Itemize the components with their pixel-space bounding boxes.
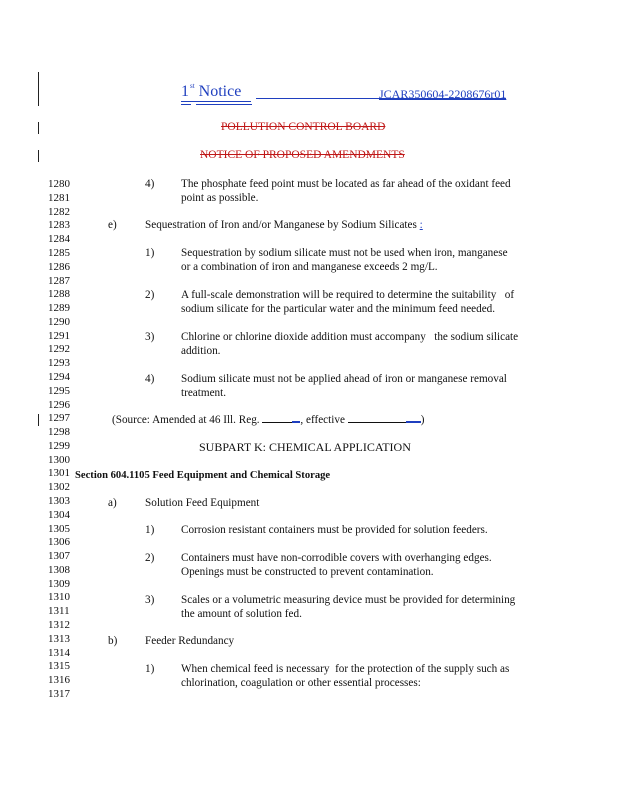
- line-number: 1282: [48, 205, 70, 218]
- subsection-heading: Feeder Redundancy: [145, 635, 235, 647]
- document-id: JCAR350604-2208676r01: [379, 87, 507, 101]
- line-number: 1299: [48, 439, 70, 452]
- item-letter: b): [108, 635, 118, 647]
- body-text: Containers must have non-corrodible covers with overhanging edges.: [181, 552, 492, 564]
- notice-double-underline: [196, 104, 252, 105]
- line-number: 1293: [48, 357, 70, 370]
- item-number: 1): [145, 247, 155, 259]
- line-number: 1289: [48, 302, 70, 314]
- line-number: 1317: [48, 687, 70, 700]
- item-number: 3): [145, 331, 155, 343]
- change-bar: [38, 122, 39, 134]
- line-number: 1301: [48, 467, 70, 480]
- line-number: 1304: [48, 508, 70, 521]
- line-number: 1290: [48, 315, 70, 328]
- line-number: 1285: [48, 246, 70, 259]
- line-number: 1316: [48, 674, 70, 687]
- body-text: When chemical feed is necessary for the protection of the supply such as: [181, 663, 510, 675]
- source-note: [112, 414, 424, 427]
- item-number: 2): [145, 552, 155, 564]
- inserted-colon: :: [419, 219, 423, 231]
- line-number: 1310: [48, 591, 70, 604]
- line-number: 1281: [48, 191, 70, 204]
- notice-superscript: st: [190, 82, 195, 90]
- item-number: 3): [145, 594, 155, 606]
- change-bar: [38, 150, 39, 162]
- line-number: 1314: [48, 646, 70, 659]
- board-name: POLLUTION CONTROL BOARD: [221, 121, 386, 133]
- line-number: 1312: [48, 619, 70, 631]
- body-text: The phosphate feed point must be located as far ahead of the oxidant feed: [181, 178, 511, 190]
- line-number: 1305: [48, 522, 70, 535]
- body-text: the amount of solution fed.: [181, 608, 302, 620]
- line-number: 1292: [48, 343, 70, 356]
- line-number: 1315: [48, 660, 70, 673]
- line-number: 1311: [48, 605, 70, 618]
- body-text: treatment.: [181, 387, 227, 399]
- subsection-heading-text: Sequestration of Iron and/or Manganese by Sodium Silicates: [145, 219, 417, 231]
- line-number: 1288: [48, 288, 70, 301]
- notice-double-underline: [181, 104, 191, 105]
- notice-word: Notice: [198, 83, 242, 100]
- body-text: Scales or a volumetric measuring device must be provided for determining: [181, 594, 516, 606]
- line-number: 1295: [48, 384, 70, 397]
- line-number: 1313: [48, 632, 70, 645]
- body-text: A full-scale demonstration will be required to determine the suitability of: [181, 289, 515, 301]
- subsection-heading: Solution Feed Equipment: [145, 497, 260, 509]
- change-bar: [38, 72, 39, 106]
- subsection-heading: [145, 219, 423, 232]
- section-heading: Section 604.1105 Feed Equipment and Chemical Storage: [75, 470, 331, 481]
- body-text: addition.: [181, 345, 221, 357]
- line-number: 1306: [48, 536, 70, 549]
- body-text: Chlorine or chlorine dioxide addition must accompany the sodium silicate: [181, 331, 519, 343]
- line-number: 1308: [48, 563, 70, 576]
- line-number: 1300: [48, 453, 70, 466]
- subpart-heading: SUBPART K: CHEMICAL APPLICATION: [199, 440, 411, 454]
- source-comma: ,: [300, 414, 304, 426]
- blank-underline: [348, 422, 406, 423]
- line-number: 1291: [48, 329, 70, 342]
- item-number: 1): [145, 663, 155, 675]
- line-number: 1298: [48, 426, 70, 438]
- page-header: [181, 83, 241, 101]
- item-number: 4): [145, 178, 155, 190]
- line-number: 1307: [48, 550, 70, 563]
- body-text: point as possible.: [181, 192, 259, 204]
- body-text: sodium silicate for the particular water and the minimum feed needed.: [181, 303, 496, 315]
- line-number: 1297: [48, 412, 70, 425]
- body-text: Openings must be constructed to prevent contamination.: [181, 566, 434, 578]
- notice-underline: [181, 101, 251, 102]
- item-number: 1): [145, 524, 155, 536]
- body-text: or a combination of iron and manganese exceeds 2 mg/L.: [181, 261, 438, 273]
- source-effective: effective: [305, 414, 345, 426]
- body-text: chlorination, coagulation or other essential processes:: [181, 677, 421, 689]
- item-letter: a): [108, 497, 117, 509]
- item-letter: e): [108, 219, 117, 231]
- body-text: Sequestration by sodium silicate must not be used when iron, manganese: [181, 247, 508, 259]
- line-number: 1286: [48, 260, 70, 273]
- line-number: 1287: [48, 274, 70, 287]
- body-text: Corrosion resistant containers must be provided for solution feeders.: [181, 524, 488, 536]
- notice-number: 1: [181, 83, 189, 100]
- item-number: 4): [145, 373, 155, 385]
- line-number: 1280: [48, 178, 70, 190]
- blank-underline: [262, 422, 292, 423]
- line-number: 1283: [48, 219, 70, 232]
- line-number: 1296: [48, 398, 70, 411]
- body-text: Sodium silicate must not be applied ahead of iron or manganese removal: [181, 373, 507, 385]
- item-number: 2): [145, 289, 155, 301]
- blank-underline: [406, 421, 421, 423]
- line-number: 1284: [48, 233, 70, 246]
- line-number: 1303: [48, 494, 70, 507]
- source-text: (Source: Amended at 46 Ill. Reg.: [112, 414, 260, 426]
- notice-type: NOTICE OF PROPOSED AMENDMENTS: [200, 149, 405, 161]
- line-number: 1302: [48, 481, 70, 494]
- source-close: ): [420, 414, 425, 426]
- line-number: 1294: [48, 370, 70, 383]
- change-bar: [38, 414, 39, 426]
- line-number: 1309: [48, 577, 70, 590]
